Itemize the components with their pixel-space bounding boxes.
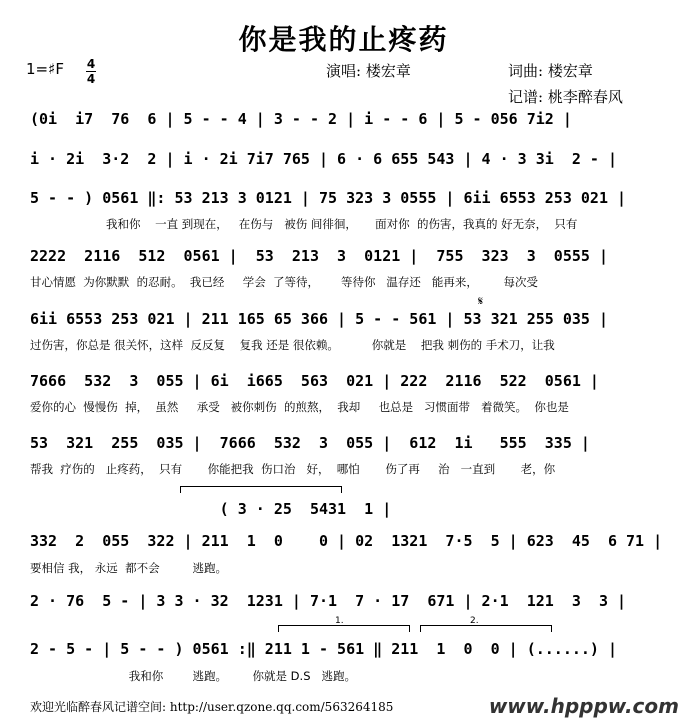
score-row-1-notes: (0i i7 76 6 | 5 - - 4 | 3 - - 2 | i - - 6 | 5 - 056 7i2 | [30, 110, 572, 128]
footer-credit: 欢迎光临醉春风记谱空间: http://user.qzone.qq.com/563264185 [30, 700, 394, 714]
score-row-5-notes: 6ii 6553 253 021 | 211 165 65 366 | 5 - - 561 | 53 321 255 035 | [30, 310, 608, 328]
volta-1-bracket [278, 625, 410, 632]
score-row-7-notes: 53 321 255 035 | 7666 532 3 055 | 612 1i 555 335 | [30, 434, 590, 452]
score-row-9-lyrics: 要相信 我， 永远 都不会 逃跑。 [30, 561, 228, 575]
score-row-8-notes: ( 3 · 25 5431 1 | [30, 500, 392, 518]
score-row-10-notes: 2 · 76 5 - | 3 3 · 32 1231 | 7·1 7 · 17 671 | 2·1 121 3 3 | [30, 592, 627, 610]
score-row-3-lyrics: 我和你 一直 到现在， 在伤与 被伤 间徘徊， 面对你 的伤害，我真的 好无奈， 只有 [106, 217, 578, 231]
score-row-6-lyrics: 爱你的心 慢慢伤 掉， 虽然 承受 被你刺伤 的煎熬， 我却 也总是 习惯面带 着微笑。 你也是 [30, 400, 569, 414]
composer-credit: 词曲: 楼宏章 [508, 62, 593, 80]
key-signature: 1=♯F [26, 60, 64, 78]
score-row-6-notes: 7666 532 3 055 | 6i i665 563 021 | 222 2116 522 0561 | [30, 372, 599, 390]
score-row-11-lyrics: 我和你 逃跑。 你就是 D.S 逃跑。 [30, 669, 356, 683]
score-row-9-notes: 332 2 055 322 | 211 1 0 0 | 02 1321 7·5 5 | 623 45 6 71 | [30, 532, 663, 550]
time-sig-bottom: 4 [86, 72, 96, 86]
watermark: www.hpppw.com [488, 694, 679, 718]
time-sig-top: 4 [86, 57, 96, 71]
song-title: 你是我的止疼药 [238, 23, 449, 56]
score-row-5-lyrics: 过伤害，你总是 很关怀，这样 反反复 复我 还是 很依赖。 你就是 把我 刺伤的 手术刀，让我 [30, 338, 555, 352]
volta-1-number: 1. [335, 616, 344, 626]
transcriber-credit: 记谱: 桃李醉春风 [508, 88, 623, 106]
volta-2-number: 2. [470, 616, 479, 626]
score-row-2-notes: i · 2i 3·2 2 | i · 2i 7i7 765 | 6 · 6 655 543 | 4 · 3 3i 2 - | [30, 150, 617, 168]
score-row-3-notes: 5 - - ) 0561 ‖: 53 213 3 0121 | 75 323 3 0555 | 6ii 6553 253 021 | [30, 189, 627, 207]
volta-2-bracket [420, 625, 552, 632]
singer-credit: 演唱: 楼宏章 [326, 62, 411, 80]
score-row-7-lyrics: 帮我 疗伤的 止疼药， 只有 你能把我 伤口治 好， 哪怕 伤了再 治 一直到 老，你 [30, 462, 556, 476]
segno-icon: 𝄋 [478, 294, 484, 308]
phrase-bracket [180, 486, 342, 493]
score-row-11-notes: 2 - 5 - | 5 - - ) 0561 :‖ 211 1 - 561 ‖ 211 1 0 0 | (......) | [30, 640, 617, 658]
score-row-4-notes: 2222 2116 512 0561 | 53 213 3 0121 | 755 323 3 0555 | [30, 247, 608, 265]
time-signature [86, 58, 96, 85]
score-row-4-lyrics: 甘心情愿 为你默默 的忍耐。 我已经 学会 了等待， 等待你 温存还 能再来， 每次受 [30, 275, 538, 289]
